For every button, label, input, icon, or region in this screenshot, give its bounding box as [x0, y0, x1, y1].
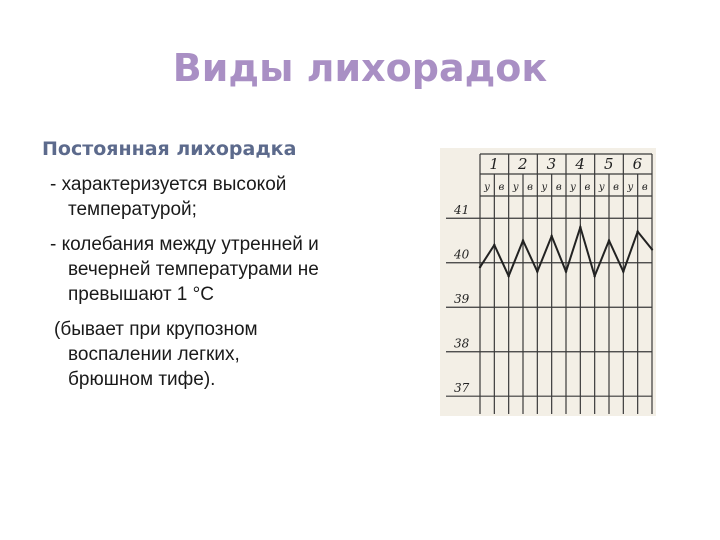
temperature-point	[622, 270, 624, 272]
note-diseases	[38, 317, 418, 392]
temperature-point	[522, 239, 524, 241]
time-of-day-label: у	[598, 182, 605, 193]
temperature-point	[479, 266, 481, 268]
temperature-point	[636, 230, 638, 232]
bullet-line-cont: вечерней температурами не	[68, 259, 319, 280]
time-of-day-label: у	[627, 182, 634, 193]
y-tick-label: 39	[454, 292, 470, 307]
chart-labels	[453, 155, 648, 395]
y-tick-label: 41	[454, 203, 470, 218]
temperature-point	[493, 244, 495, 246]
temperature-point	[536, 270, 538, 272]
day-label: 3	[546, 155, 557, 173]
day-label: 1	[489, 155, 499, 173]
time-of-day-label: в	[527, 182, 533, 193]
temperature-point	[593, 275, 595, 277]
bullet-line-cont: температурой;	[68, 199, 197, 220]
time-of-day-label: в	[498, 182, 505, 193]
chart-grid	[446, 154, 652, 414]
bullet-line-cont: превышают 1 °С	[68, 284, 214, 305]
time-of-day-label: у	[512, 182, 519, 193]
time-of-day-label: у	[541, 182, 548, 193]
y-tick-label: 37	[454, 381, 470, 396]
day-label: 2	[518, 155, 528, 173]
bullet-line: - колебания между утренней и	[50, 234, 319, 255]
temperature-chart	[440, 148, 656, 416]
temperature-point	[507, 275, 509, 277]
note-line-cont: брюшном тифе).	[68, 369, 216, 390]
day-label: 4	[575, 155, 585, 173]
note-line-cont: воспалении легких,	[68, 344, 240, 365]
temperature-chart-svg	[440, 148, 656, 416]
section-heading: Постоянная лихорадка	[42, 138, 297, 160]
y-tick-label: 40	[454, 247, 470, 262]
slide-content	[38, 138, 418, 402]
bullet-high-temperature	[38, 172, 418, 222]
time-of-day-label: у	[484, 182, 490, 193]
note-line: (бывает при крупозном	[54, 319, 258, 340]
slide-title: Виды лихорадок	[172, 46, 548, 90]
time-of-day-label: у	[570, 182, 576, 193]
time-of-day-label: в	[641, 182, 648, 193]
time-of-day-label: в	[613, 182, 619, 193]
y-tick-label: 38	[454, 336, 470, 351]
temperature-point	[565, 270, 567, 272]
day-label: 5	[604, 155, 614, 173]
temperature-point	[550, 235, 552, 237]
day-label: 6	[632, 155, 643, 173]
temperature-point	[608, 239, 610, 241]
bullet-fluctuation	[38, 232, 418, 307]
temperature-point	[579, 226, 581, 228]
temperature-point	[651, 248, 653, 250]
time-of-day-label: в	[555, 182, 562, 193]
bullet-line: - характеризуется высокой	[50, 174, 287, 195]
time-of-day-label: в	[584, 182, 591, 193]
